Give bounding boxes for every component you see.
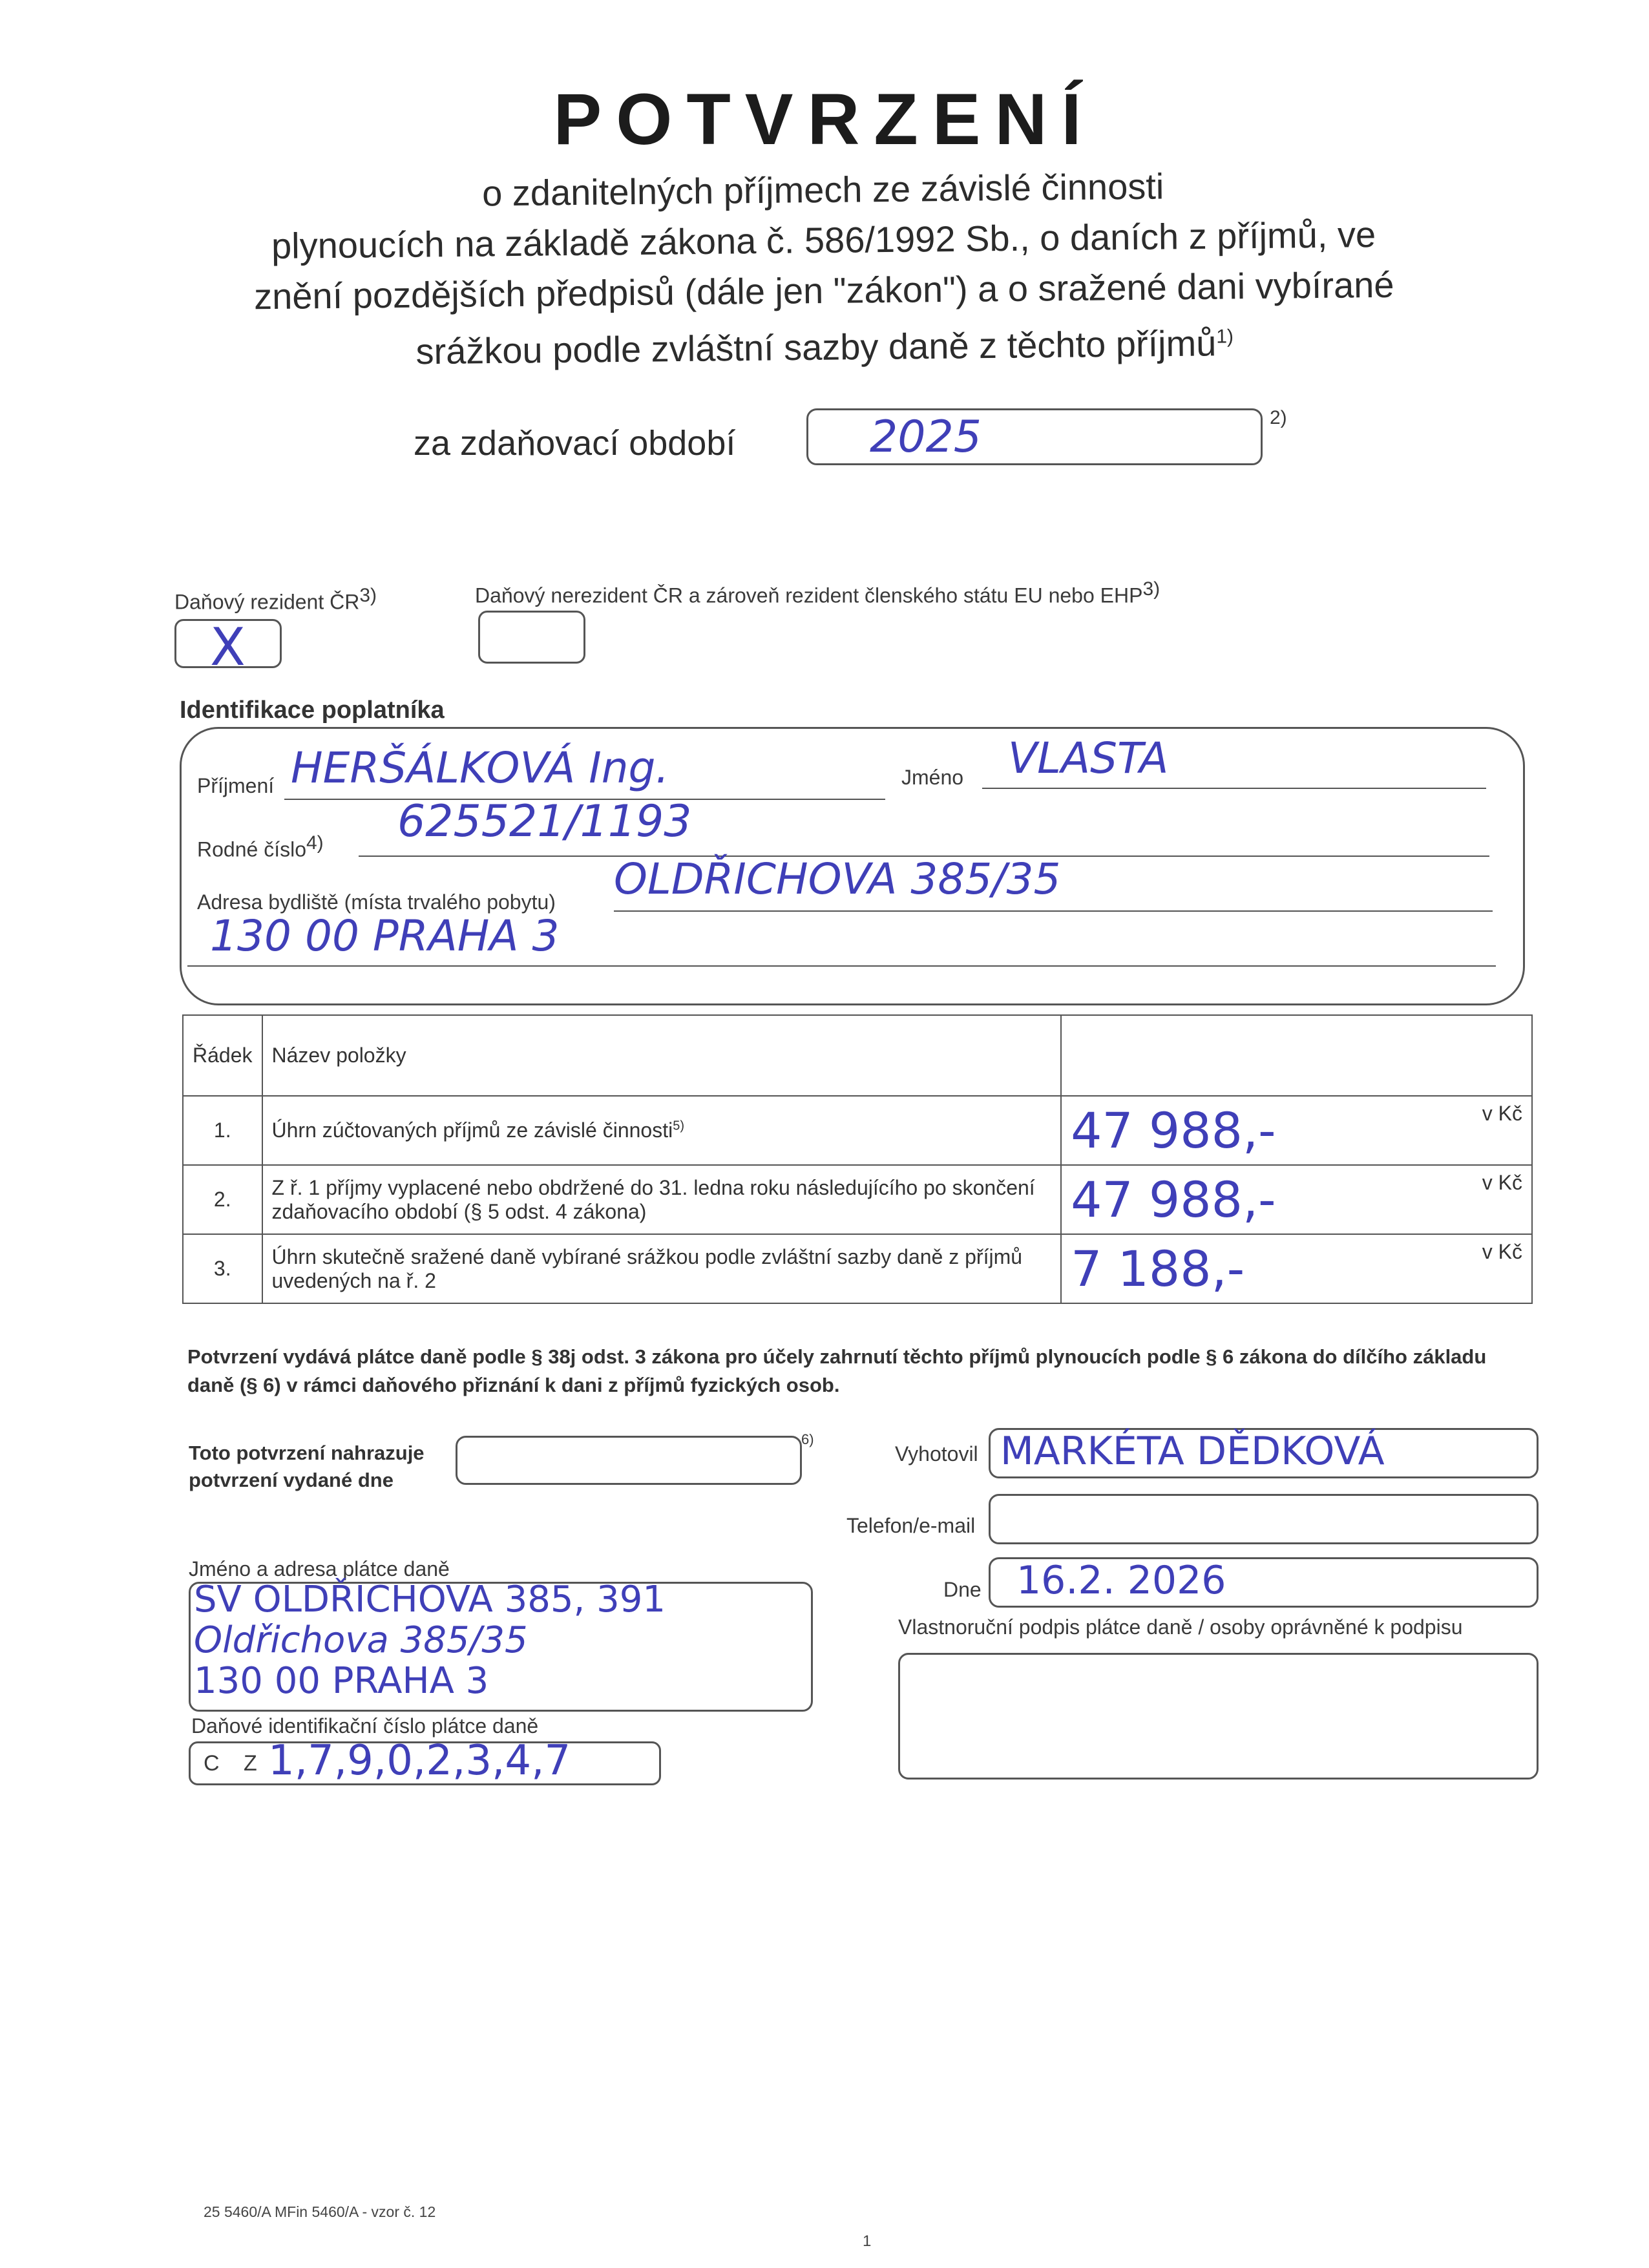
table-row (183, 1165, 1532, 1234)
row-unit: v Kč (1442, 1096, 1532, 1165)
payer-line-3: 130 00 PRAHA 3 (194, 1660, 489, 1702)
subtitle-line-4: srážkou podle zvláštní sazby daně z těchto příjmů$^{1)}$ (415, 322, 1234, 372)
legal-notice: Potvrzení vydává plátce daně podle § 38j odst. 3 zákona pro účely zahrnutí těchto příjmů plynoucích podle § 6 zákona do dílčího základu daně (§ 6) v rámci daňového přiznání k dani z příjmů fyzických osob. (187, 1345, 1487, 1396)
row-value-cell[interactable] (1061, 1096, 1442, 1165)
period-value: 2025 (870, 412, 982, 463)
payer-name-field[interactable] (189, 1579, 813, 1712)
signature-field[interactable] (898, 1653, 1539, 1780)
row-value: 7 188,- (1071, 1240, 1245, 1297)
resident-label: Daňový rezident ČR3) (174, 585, 377, 614)
form-title: POTVRZENÍ (553, 79, 1096, 160)
created-by-label: Vyhotovil (895, 1442, 978, 1465)
created-by-field[interactable] (989, 1428, 1539, 1478)
address-value-line2: 130 00 PRAHA 3 (210, 911, 560, 961)
surname-value: HERŠÁLKOVÁ Ing. (291, 743, 669, 793)
replaces-label: Toto potvrzení nahrazuje potvrzení vydané dne (189, 1442, 425, 1491)
payer-dic-label: Daňové identifikační číslo plátce daně (191, 1714, 539, 1738)
date-value: 16.2. 2026 (1016, 1558, 1226, 1603)
table-header-item-name: Název položky (262, 1015, 1062, 1096)
address-value-line1: OLDŘICHOVA 385/35 (614, 854, 1061, 904)
name-label: Jméno (901, 766, 964, 789)
birth-number-label: Rodné číslo4) (197, 832, 324, 861)
subtitle-line-3: znění pozdějších předpisů (dále jen "zákon") a o sražené dani vybírané (253, 264, 1394, 317)
income-table (182, 1014, 1533, 1304)
nonresident-label: Daňový nerezident ČR a zároveň rezident členského státu EU nebo EHP3) (475, 578, 1161, 607)
date-field[interactable] (989, 1557, 1539, 1608)
row-description: Úhrn zúčtovaných příjmů ze závislé činnosti$^{5)}$ (262, 1096, 1062, 1165)
payer-line-2: Oldřichova 385/35 (194, 1619, 528, 1661)
table-header-value (1061, 1015, 1532, 1096)
date-label: Dne (943, 1578, 982, 1601)
row-value-cell[interactable] (1061, 1165, 1442, 1234)
surname-label: Příjmení (197, 774, 275, 797)
row-number: 1. (183, 1096, 262, 1165)
payer-dic-prefix: C Z (204, 1751, 266, 1776)
table-row (183, 1234, 1532, 1303)
form-subtitle (160, 158, 1487, 379)
subtitle-footnote: 1) (1216, 326, 1234, 348)
payer-name-label: Jméno a adresa plátce daně (189, 1557, 450, 1580)
row-value: 47 988,- (1071, 1102, 1276, 1159)
payer-dic-value: 1,7,9,0,2,3,4,7 (268, 1737, 571, 1785)
signature-label: Vlastnoruční podpis plátce daně / osoby oprávněné k podpisu (898, 1615, 1463, 1639)
row-description: Úhrn skutečně sražené daně vybírané srážkou podle zvláštní sazby daně z příjmů uvedených na ř. 2 (262, 1234, 1062, 1303)
created-by-value: MARKÉTA DĚDKOVÁ (1000, 1429, 1385, 1474)
period-label: za zdaňovací období (414, 424, 736, 463)
payer-dic-field[interactable] (189, 1737, 661, 1785)
row-number: 2. (183, 1165, 262, 1234)
row-number: 3. (183, 1234, 262, 1303)
address-label: Adresa bydliště (místa trvalého pobytu) (197, 890, 556, 914)
table-row (183, 1096, 1532, 1165)
subtitle-line-2: plynoucích na základě zákona č. 586/1992 Sb., o daních z příjmů, ve (271, 214, 1376, 266)
row-unit: v Kč (1442, 1165, 1532, 1234)
row-description: Z ř. 1 příjmy vyplacené nebo obdržené do 31. ledna roku následujícího po skončení zdaňovacího období (§ 5 odst. 4 zákona) (262, 1165, 1062, 1234)
page-number: 1 (863, 2232, 872, 2250)
phone-email-field[interactable] (989, 1494, 1539, 1544)
subtitle-line-1: o zdanitelných příjmech ze závislé činnosti (481, 165, 1164, 214)
name-value: VLASTA (1008, 733, 1169, 783)
period-footnote: 2) (1270, 407, 1287, 428)
nonresident-checkbox[interactable] (478, 611, 585, 664)
row-unit: v Kč (1442, 1234, 1532, 1303)
period-field[interactable] (806, 408, 1263, 465)
birth-number-value: 625521/1193 (397, 796, 692, 847)
phone-email-label: Telefon/e-mail (846, 1514, 976, 1537)
payer-line-1: SV OLDŘICHOVA 385, 391 (194, 1579, 666, 1621)
resident-check-mark: X (210, 617, 246, 677)
resident-checkbox[interactable] (174, 617, 282, 677)
form-code: 25 5460/A MFin 5460/A - vzor č. 12 (204, 2203, 436, 2220)
row-value-cell[interactable] (1061, 1234, 1442, 1303)
row-value: 47 988,- (1071, 1171, 1276, 1228)
taxpayer-section-title: Identifikace poplatníka (180, 697, 445, 724)
replaces-date-field[interactable] (456, 1436, 802, 1485)
replaces-footnote: 6) (801, 1431, 814, 1447)
table-header-row-number: Řádek (183, 1015, 262, 1096)
